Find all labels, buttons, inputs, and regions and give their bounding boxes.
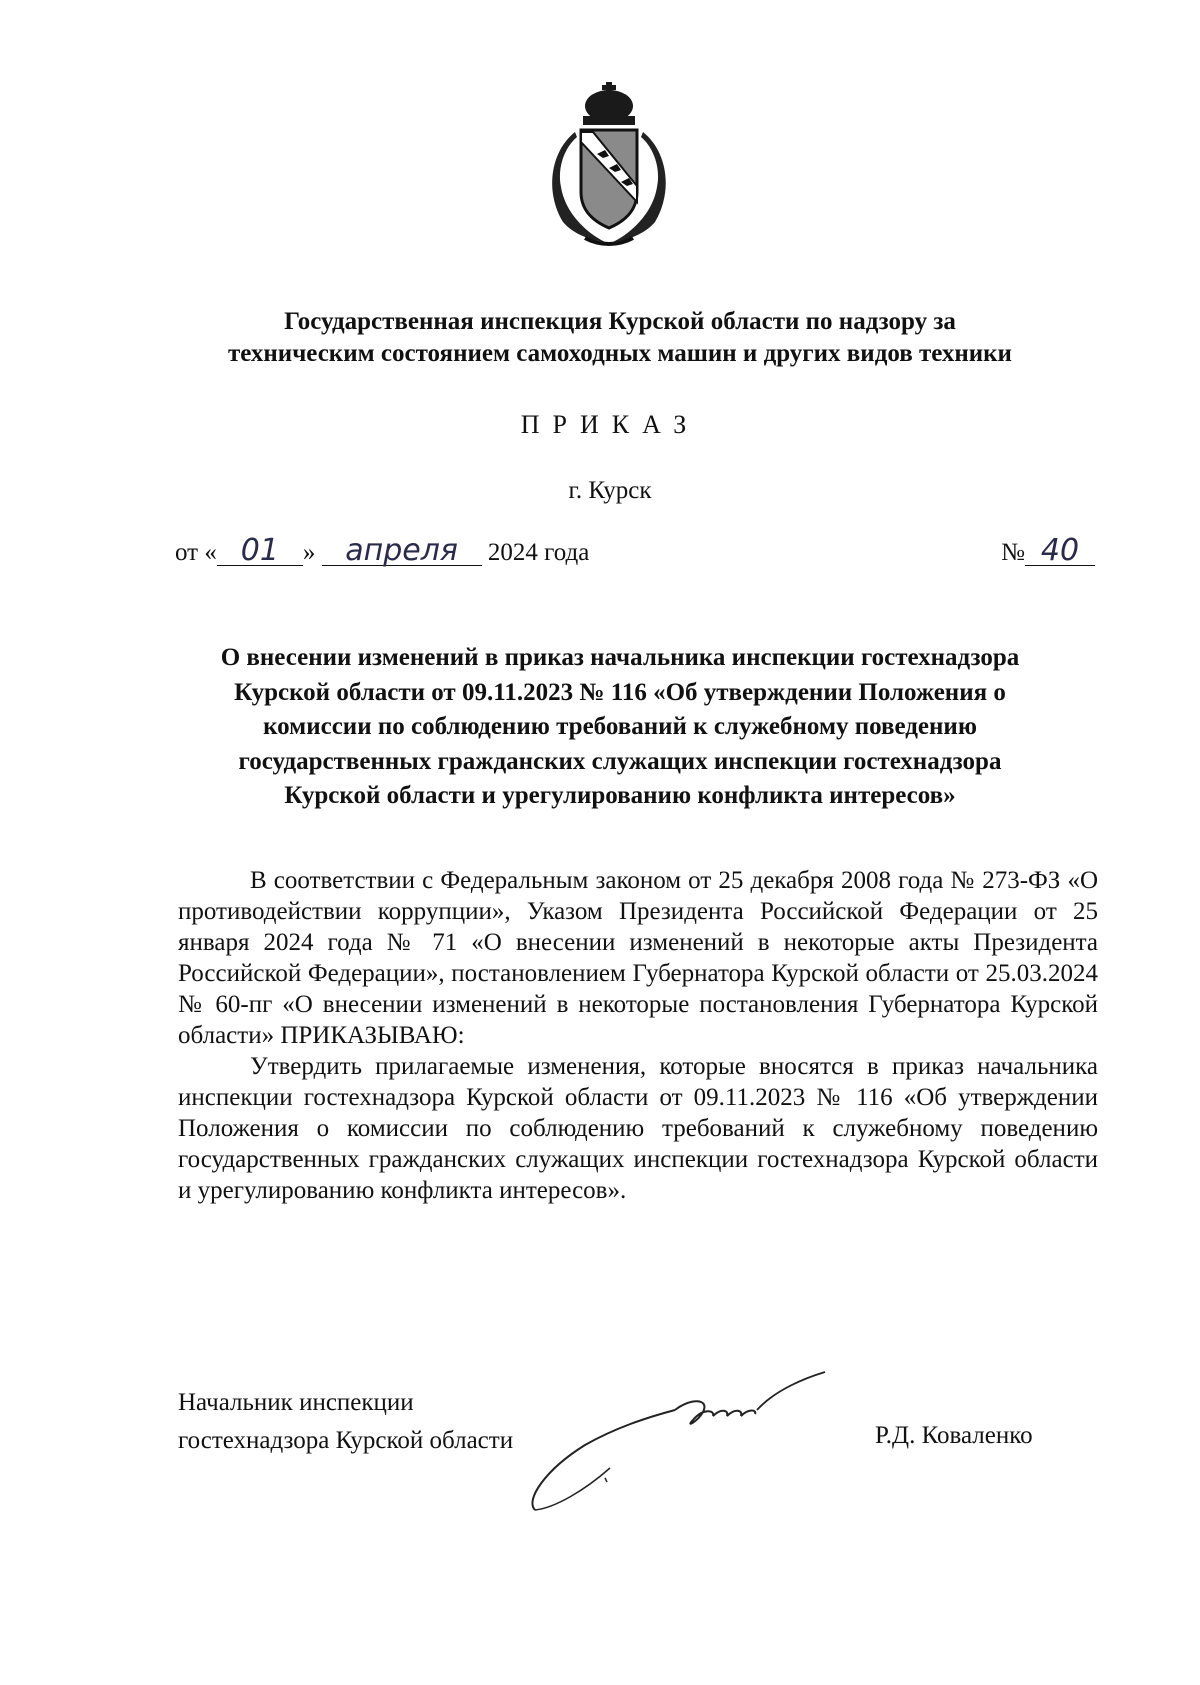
position-line-2: гостехнадзора Курской области (178, 1427, 514, 1454)
subject-line-2: Курской области от 09.11.2023 № 116 «Об утверждении Положения о (234, 678, 1006, 706)
organization-line-2: техническим состоянием самоходных машин и других видов техники (228, 340, 1012, 367)
subject-line-5: Курской области и урегулированию конфликта интересов» (284, 782, 956, 809)
kursk-coat-of-arms-icon (545, 82, 673, 247)
position-line-1: Начальник инспекции (178, 1389, 414, 1416)
subject-line-1: О внесении изменений в приказ начальника инспекции гостехнадзора (220, 644, 1020, 671)
date-suffix: 2024 года (487, 539, 590, 566)
document-type-title: ПРИКАЗ (520, 410, 700, 439)
date-day-handwritten: 01 (217, 537, 303, 566)
date-prefix: от « (175, 539, 217, 566)
handwritten-signature-icon (525, 1350, 905, 1520)
subject-line-4: государственных гражданских служащих инспекции гостехнадзора (238, 747, 1002, 775)
signatory-position (178, 1384, 513, 1460)
organization-name (160, 306, 1080, 370)
signatory-name: Р.Д. Коваленко (875, 1422, 1033, 1449)
date-and-number-line (175, 533, 1095, 577)
number-handwritten: 40 (1025, 537, 1095, 566)
city-label: г. Курск (568, 477, 652, 504)
organization-line-1: Государственная инспекция Курской области по надзору за (284, 308, 956, 335)
body-paragraph-1: В соответствии с Федеральным законом от 25 декабря 2008 года № 273-ФЗ «О противодействии коррупции», Указом Президента Российской Федерации от 25 января 2024 года № 71 «О внесении изменений в некоторые акты Президента Российской Федерации», постановлением Губернатора Курской области от 25.03.2024 № 60-пг «О внесении изменений в некоторые постановления Губернатора Курской области» ПРИКАЗЫВАЮ: (178, 867, 1098, 1049)
order-number (1001, 533, 1095, 568)
order-subject (160, 641, 1080, 814)
subject-line-3: комиссии по соблюдению требований к служебному поведению (263, 713, 977, 740)
body-paragraph-2: Утвердить прилагаемые изменения, которые вносятся в приказ начальника инспекции гостехнадзора Курской области от 09.11.2023 № 116 «Об утверждении Положения о комиссии по соблюдению требований к служебному поведению государственных гражданских служащих инспекции гостехнадзора Курской области и урегулированию конфликта интересов». (178, 1053, 1098, 1204)
order-body (178, 865, 1098, 1206)
date-mid: » (302, 539, 316, 566)
order-date (175, 533, 590, 568)
date-month-handwritten: апреля (322, 537, 482, 566)
number-label: № (1001, 539, 1025, 566)
